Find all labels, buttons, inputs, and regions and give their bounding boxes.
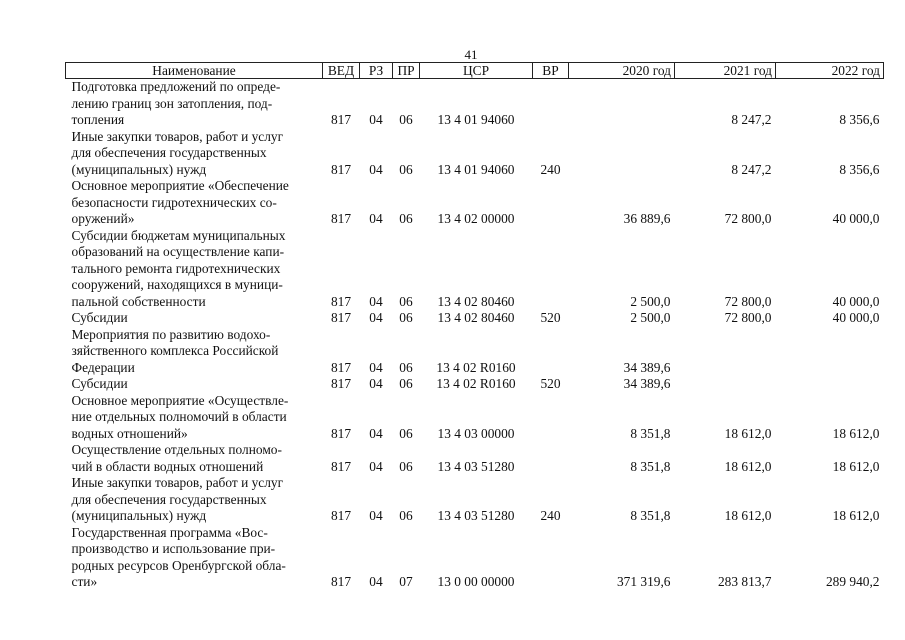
header-2022: 2022 год [776,63,884,79]
row-pr: 06 [399,376,413,391]
row-2020 [569,79,675,129]
row-name [66,442,323,475]
row-pr: 06 [399,211,413,226]
row-vr: 520 [540,376,561,391]
row-name [66,310,323,327]
row-2022: 289 940,2 [825,574,880,589]
row-name-line: лению границ зон затопления, под- [71,95,273,111]
row-csr: 13 4 02 00000 [437,211,515,226]
row-csr: 13 4 02 R0160 [436,376,516,391]
row-name-line: оружений» [71,211,135,226]
row-rz: 04 [369,376,383,391]
table-row [66,525,884,591]
table-row [66,310,884,327]
row-rz: 04 [369,293,383,309]
row-2022: 8 356,6 [839,161,880,177]
table-row [66,79,884,129]
row-csr: 13 4 01 94060 [437,161,515,177]
row-2022: 8 356,6 [839,112,880,127]
row-vr: 240 [540,161,561,177]
row-name [66,525,323,591]
table-row [66,327,884,377]
row-name-line: образований на осуществление капи- [71,244,285,259]
row-name [66,393,323,443]
row-2021: 18 612,0 [724,508,772,523]
table-row [66,178,884,228]
table-row [66,475,884,525]
row-rz: 04 [369,310,383,325]
row-2022: 18 612,0 [832,458,880,474]
row-csr: 13 4 02 R0160 [436,359,516,375]
header-vr: ВР [533,63,569,79]
row-vr: 520 [540,310,561,325]
row-2020: 34 389,6 [623,359,671,375]
row-csr: 13 4 03 00000 [437,425,515,441]
row-2021: 8 247,2 [731,161,772,177]
row-2022: 40 000,0 [832,211,880,226]
row-name-line: Субсидии [71,310,128,325]
row-2020: 2 500,0 [630,293,671,309]
row-2021: 72 800,0 [724,310,772,325]
row-rz: 04 [369,508,383,523]
row-csr: 13 4 02 80460 [437,293,515,309]
row-name-line: для обеспечения государственных [71,491,267,507]
row-name-line: (муниципальных) нужд [71,161,207,177]
row-pr: 06 [399,508,413,523]
row-name-line: производство и использование при- [71,541,276,556]
row-name-line: Мероприятия по развитию водохо- [71,326,271,342]
row-csr: 13 4 03 51280 [437,508,515,523]
row-name-line: Основное мероприятие «Обеспечение [71,178,289,193]
row-name-line: для обеспечения государственных [71,145,267,160]
row-pr: 06 [399,458,413,474]
row-csr: 13 4 02 80460 [437,310,515,325]
row-2021 [675,376,776,393]
row-pr: 06 [399,310,413,325]
row-name [66,475,323,525]
row-pr: 06 [399,359,413,375]
row-name [66,376,323,393]
row-2020: 8 351,8 [630,425,671,441]
table-row [66,442,884,475]
row-2020: 371 319,6 [616,574,671,589]
row-rz: 04 [369,359,383,375]
row-2022: 40 000,0 [832,310,880,325]
row-2020: 2 500,0 [630,310,671,325]
row-ved: 817 [330,376,352,391]
row-name [66,228,323,311]
row-2020: 36 889,6 [623,211,671,226]
row-2020: 8 351,8 [630,458,671,474]
row-2021: 18 612,0 [724,458,772,474]
row-rz: 04 [369,161,383,177]
row-vr [533,442,569,475]
row-name [66,178,323,228]
table-body [66,79,884,591]
row-name-line: тального ремонта гидротехнических [71,260,281,276]
row-pr: 06 [399,112,413,127]
row-pr: 06 [399,425,413,441]
row-name-line: Основное мероприятие «Осуществле- [71,392,289,408]
row-vr [533,393,569,443]
header-rz: РЗ [360,63,393,79]
row-ved: 817 [330,112,352,127]
row-rz: 04 [369,425,383,441]
table-row [66,376,884,393]
table-row [66,228,884,311]
row-2021: 72 800,0 [724,293,772,309]
header-csr: ЦСР [420,63,533,79]
budget-table [65,62,884,591]
row-ved: 817 [330,425,352,441]
row-2022 [776,327,884,377]
row-2022: 18 612,0 [832,508,880,523]
row-ved: 817 [330,574,352,589]
row-2021: 18 612,0 [724,425,772,441]
header-2020: 2020 год [569,63,675,79]
row-name-line: Иные закупки товаров, работ и услуг [71,475,284,490]
row-2021: 72 800,0 [724,211,772,226]
table-row [66,393,884,443]
row-ved: 817 [330,458,352,474]
row-csr: 13 4 03 51280 [437,458,515,474]
row-name-line: Подготовка предложений по опреде- [71,79,281,94]
row-name-line: зяйственного комплекса Российской [71,343,279,358]
row-vr: 240 [540,508,561,523]
row-2020: 34 389,6 [623,376,671,391]
row-ved: 817 [330,310,352,325]
row-name-line: Иные закупки товаров, работ и услуг [71,128,284,144]
header-name: Наименование [66,63,323,79]
row-2022 [776,376,884,393]
row-rz: 04 [369,112,383,127]
row-rz: 04 [369,458,383,474]
row-name-line: чий в области водных отношений [71,458,264,474]
row-rz: 04 [369,574,383,589]
row-name-line: родных ресурсов Оренбургской обла- [71,557,286,573]
table-row [66,129,884,179]
row-vr [533,525,569,591]
row-csr: 13 0 00 00000 [437,574,515,589]
header-pr: ПР [393,63,420,79]
row-pr: 06 [399,293,413,309]
row-name-line: сти» [71,574,98,589]
page-number: 41 [464,47,478,62]
row-vr [533,79,569,129]
row-name [66,79,323,129]
row-2021: 283 813,7 [717,574,772,589]
row-csr: 13 4 01 94060 [437,112,515,127]
table-header [66,63,884,79]
header-ved: ВЕД [323,63,360,79]
row-2020: 8 351,8 [630,508,671,523]
row-name [66,327,323,377]
row-name-line: сооружений, находящихся в муници- [71,277,283,292]
row-name-line: Субсидии бюджетам муниципальных [71,227,286,243]
row-name-line: ние отдельных полномочий в области [71,409,287,424]
row-vr [533,178,569,228]
row-name-line: безопасности гидротехнических со- [71,194,277,210]
row-2022: 18 612,0 [832,425,880,441]
row-ved: 817 [330,508,352,523]
row-2020 [569,129,675,179]
row-2021 [675,327,776,377]
row-ved: 817 [330,161,352,177]
row-2022: 40 000,0 [832,293,880,309]
row-name-line: пальной собственности [71,293,206,309]
row-vr [533,228,569,311]
row-name-line: водных отношений» [71,425,188,441]
row-2021: 8 247,2 [731,112,772,127]
row-name [66,129,323,179]
row-ved: 817 [330,293,352,309]
row-name-line: Субсидии [71,376,128,391]
row-name-line: Осуществление отдельных полномо- [71,442,282,457]
row-rz: 04 [369,211,383,226]
row-pr: 07 [399,574,413,589]
row-name-line: топления [71,112,125,127]
row-ved: 817 [330,359,352,375]
row-vr [533,327,569,377]
row-name-line: Государственная программа «Вос- [71,524,268,540]
row-name-line: Федерации [71,359,135,375]
row-ved: 817 [330,211,352,226]
row-name-line: (муниципальных) нужд [71,508,207,523]
row-pr: 06 [399,161,413,177]
header-2021: 2021 год [675,63,776,79]
